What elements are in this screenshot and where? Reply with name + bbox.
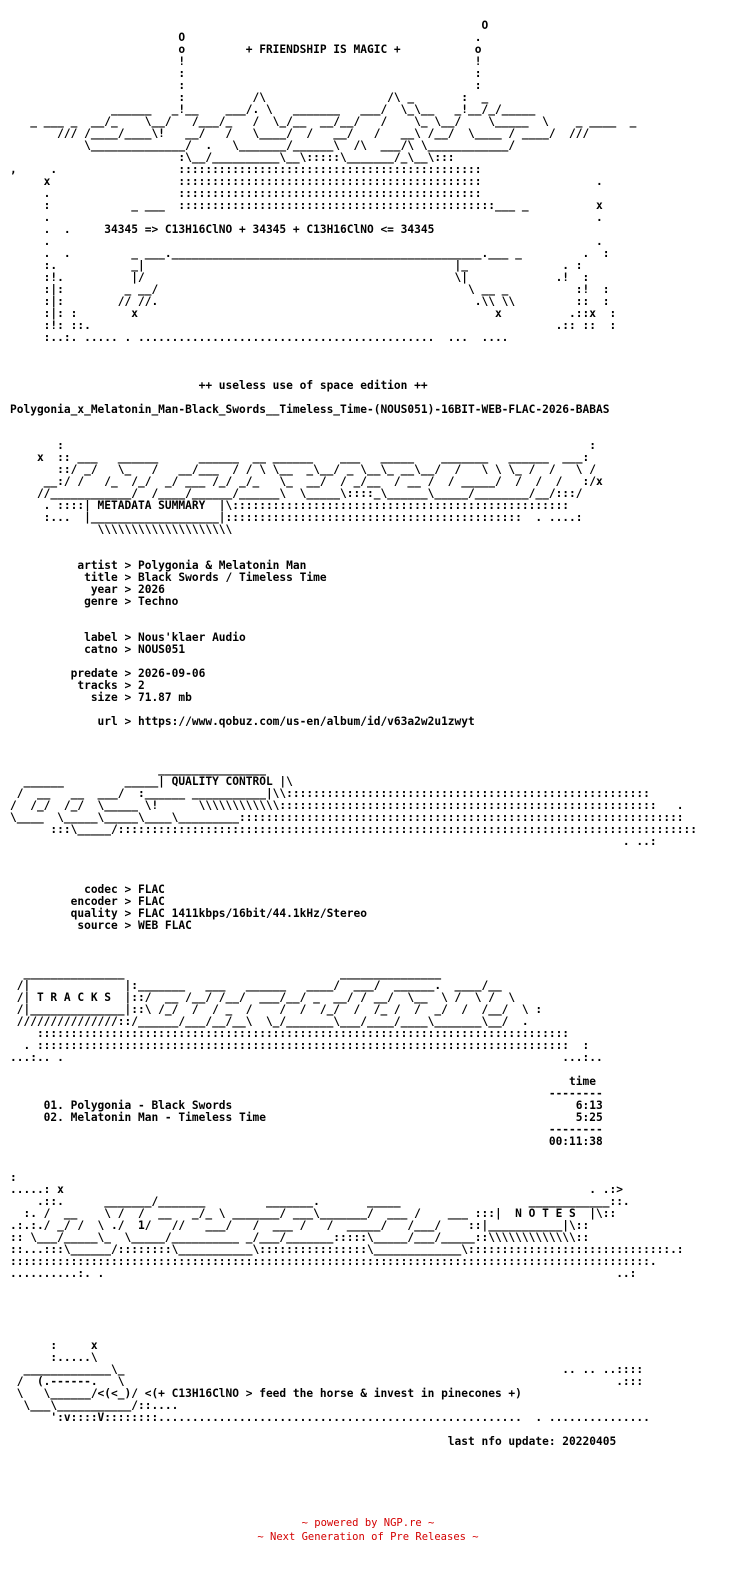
footer-tagline: ~ Next Generation of Pre Releases ~ [257, 1531, 479, 1543]
powered-by-link[interactable]: ~ powered by NGP.re ~ [301, 1517, 435, 1529]
nfo-ascii-art-text: O O . o + FRIENDSHIP IS MAGIC + o ! ! : : : : : /\ /\ _ : _ ______ _!__ ___/. \ _______ ___/ \_\__ _!__/_/_____ _ ___ _ __/_ \__/ /___/_ / \_/__ __/__/ / \_ \__/ \_____ \ _ ____ _ /// /____/____\! __/ / \____/ / __/ / __\ /__/ \____ / ____/ /// \______________/ . \_______/______\ /\ ___/\ \____________/ :\__/__________\__\:::::\_______/_\__\::: , . ::::::::::::::::::::::::::::::::::::::::::::: x ::::::::::::::::::::::::::::::::::::::::::::: . . ::::::::::::::::::::::::::::::::::::::::::::: : _ ___ :::::::::::::::::::::::::::::::::::::::::::::::___ _ x . . . . 34345 => C13H16ClNO + 34345 + C13H16ClNO <= 34345 . . . . _ ___.______________________________________________.___ _ . : :. _| |_ . : :!. |/ \| .! : :|: _ __/ \ __ _ :! : :|: // //. .\\ \\ :: : :|: : x x .::x : :!: ::. .:: :: : :..:. ..... . ............................................ ... .... ++ useless use of space edition ++ Polygonia_x_Melatonin_Man-Black_Swords__Timeless_Time-(NOUS051)-16BIT-WEB-FLAC-2026-BABAS : : x :: ___ ______ ______ __ ______ ___ _____ _______ ______ ___: ::/ _/ \_ / __/___ / / \ \__ _\__/ _ \__\_ __\__/ / \ \ \_ / / \ / __:/ / /_ /_/ _/ ___ /_/ _/_ \_ __/ / _/__ / __ / / _____/ / / / :/x //____________/ /____/______/______\ \_____\::::_\______\_____/________/__/:::/ . ::::| METADATA SUMMARY |\:::::::::::::::::::::::::::::::::::::::::::::::::: :... |___________________|:::::::::::::::::::::::::::::::::::::::::::: . ....: \\\\\\\\\\\\\\\\\\\\ artist > Polygonia & Melatonin Man title > Black Swords / Timeless Time year > 2026 genre > Techno label > Nous'klaer Audio catno > NOUS051 predate > 2026-09-06 tracks > 2 size > 71.87 mb url > https://www.qobuz.com/us-en/album/id/v63a2w2u1zwyt ________________ ______ _____| QUALITY CONTROL |\ / __ __ ___/ :______ ___________|\\:::::::::::::::::::::::::::::::::::::::::::::::::::::: / /_/ /_/ \_____ \! \\\\\\\\\\\\:::::::::::::::::::::::::::::::::::::::::::::::::::::::: . \____ \_____\_____\____\_________:::::::::::::::::::::::::::::::::::::::::::::::::::::::::::::::::: :::\_____/:::::::::::::::::::::::::::::::::::::::::::::::::::::::::::::::::::::::::::::::::::::: . ..: codec > FLAC encoder > FLAC quality > FLAC 1411kbps/16bit/44.1kHz/Stereo source > WEB FLAC _______________ _______________ /| |:_______ ___ ______ ____/ ___/ ______. ____/__ /| T R A C K S |::/ __ /__/ /__/ ___/__/ _ __/ / __/ \__ \ / \ / \ /|______________|::\ /_/ / / _ / / / /_/ / /_ / / _/ / /__/ \ : ///////////////::/______/___/__/__\ \_/_______\___/____/____\_______\__/ . ::::::::::::::::::::::::::::::::::::::::::::::::::::::::::::::::::::::::::::::: . ::::::::::::::::::::::::::::::::::::::::::::::::::::::::::::::::::::::::::::::: : ...:.. . ...:.. time -------- 01. Polygonia - Black Swords 6:13 02. Melatonin Man - Timeless Time 5:25 -------- 00:11:38 : .....: x . .:> .::. _______/_______ _______. _____ ____________::. :. / __ \ / / __ _/_ \ _______/ ___\_______/ ___ / ___ :::| N O T E S |\:: .:.:./ _/ / \ ./ 1/ // ___/ / ___ / / _____/ /___/ ::|___________|\:: :: \___/_____\_ \_____/__________ _/___/_______:::::\_____/___/_____::\\\\\\\\\\\\\:: ::...:::\______/::::::::\___________\::::::::::::::::\_____________\::::::::::::::::::::::::::::::.: :::::::::::::::::::::::::::::::::::::::::::::::::::::::::::::::::::::::::::::::::::::::::::::::. ..........:. . ..: : x :.....\ _____________\_ .. .. ..:::: / (.------. \ .::: \ \______/<(<_)/ <(+ C13H16ClNO > feed the horse & invest in pinecones +) \___\___________/::.... ':v::::V::::::::...................................................... . ............... last nfo update: 20220405 [10, 19, 698, 1448]
page-footer [0, 1516, 736, 1544]
